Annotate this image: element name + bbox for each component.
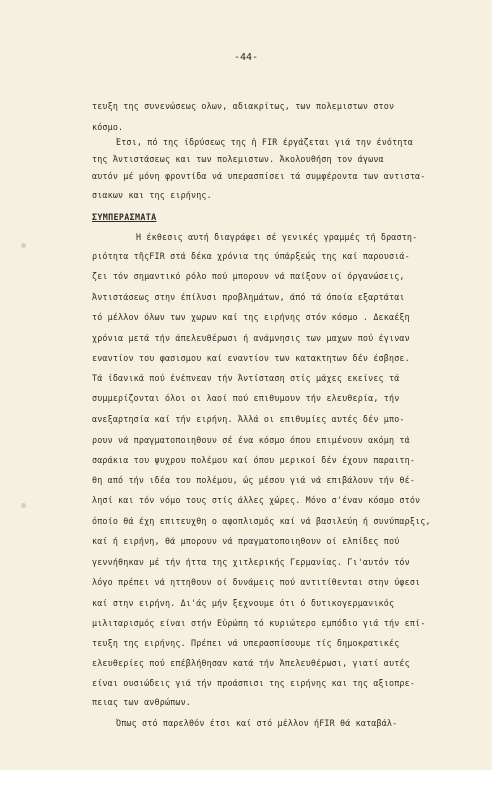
text-line: εναντίον του φασισμου καί εναντίον των κατακτητων δέν έσβησε.: [92, 353, 410, 363]
text-line: συμμερίζονται όλοι οι λαοί πού επιθυμουν τήν ελευθερία, τήν: [92, 393, 400, 403]
text-line: Ἀντιστάσεως στην έπίλυσι προβλημάτων, άπό τά όποία εξαρτάται: [92, 292, 405, 302]
text-line: όποίο θά έχη επιτευχθη ο αφοπλισμός καί νά βασιλεύη ή συνύπαρξις,: [92, 516, 431, 526]
text-line: τό μέλλον όλων των χωρων καί της ειρήνης στόν κόσμο . Δεκαέξη: [92, 312, 410, 322]
text-line: ανεξαρτησία καί τήν ειρήνη. Ἀλλά οι επιθυμίες αυτές δέν μπο-: [92, 414, 405, 424]
text-line: ζει τόν σημαντικό ρόλο πού μπορουν νά παίξουν οί όργανώσεις,: [92, 271, 405, 281]
page-number: -44-: [233, 52, 259, 63]
punch-hole: [21, 503, 26, 508]
punch-hole: [21, 243, 26, 248]
text-line: σαράκια του ψυχρου πολέμου καί όπου μερικοί δέν έχουν παραιτη-: [92, 455, 416, 465]
text-line: θη από τήν ιδέα του πολέμου, ώς μέσου γιά νά επιβάλουν τήν θέ-: [92, 475, 416, 485]
text-line: τευξη της ειρήνης. Πρέπει νά υπερασπίσουμε τίς δημοκρατικές: [92, 638, 400, 648]
text-line: ριότητα τῆςFIR στά δέκα χρόνια της ύπάρξεώς της καί παρουσιά-: [92, 251, 410, 261]
section-heading: ΣΥΜΠΕΡΑΣΜΑΤΑ: [92, 212, 157, 222]
text-line: λησί και τόν νόμο τους στίς άλλες χώρες. Μόνο σ'έναν κόσμο στόν: [92, 495, 421, 505]
text-line: Ἔτσι, πό της ίδρύσεως της ἡ FIR έργάζεται γιά την ένότητα: [116, 137, 413, 147]
scan-margin: [0, 770, 492, 800]
text-line: λόγο πρέπει νά ηττηθουν οί δυνάμεις πού αντιτίθενται στην ύφεσι: [92, 577, 421, 587]
text-line: ρουν νά πραγματοποιηθουν σέ ένα κόσμο όπου επιμένουν ακόμη τά: [92, 435, 410, 445]
text-line: τευξη της συνενώσεως ολων, αδιακρίτως, των πολεμιστων στον: [92, 101, 395, 111]
text-line: γεννήθηκαν μέ τήν ήττα της χιτλερικής Γερμανίας. Γι'αυτόν τόν: [92, 557, 410, 567]
text-line: σιακων και της ειρήνης.: [92, 190, 212, 200]
text-line: αυτόν μέ μόνη φροντίδα νά υπερασπίσει τά συμφέροντα των αντιστα-: [92, 171, 426, 181]
text-line: ελευθερίες πού επέβλήθησαν κατά τήν Ἀπελευθέρωσι, γιατί αυτές: [92, 658, 410, 668]
text-line: Ὅπως στό παρελθόν έτσι καί στό μέλλον ήFIR θά καταβάλ-: [116, 718, 398, 728]
text-line: πειας των ανθρώπων.: [92, 697, 191, 707]
text-line: μιλιταρισμός είναι στήν Εὐρώπη τό κυριώτερο εμπόδιο γιά τήν επί-: [92, 618, 426, 628]
text-line: Ἡ έκθεσις αυτή διαγράφει σέ γενικές γραμμές τή δραστη-: [136, 232, 418, 242]
text-line: χρόνια μετά τήν άπελευθέρωσι ή ανάμνησις των μαχων πού έγιναν: [92, 333, 410, 343]
text-line: Τά ίδανικά πού ένέπνεαν τήν Ἀντίσταση στίς μάχες εκείνες τά: [92, 373, 400, 383]
text-line: της Ἀντιστάσεως και των πολεμιστων. Ἀκολουθήση τον άγωνα: [92, 154, 384, 164]
text-line: είναι ουσιώδεις γιά τήν προάσπισι της ειρήνης και της αξιοπρε-: [92, 678, 416, 688]
text-line: κόσμο.: [92, 122, 124, 132]
text-line: καί στην ειρήνη. Δι'άς μήν ξεχνουμε ότι ό δυτικογερμανικός: [92, 598, 395, 608]
text-line: καί ή ειρήνη, θά μπορουν νά πραγματοποιηθουν οί ελπίδες πού: [92, 536, 400, 546]
